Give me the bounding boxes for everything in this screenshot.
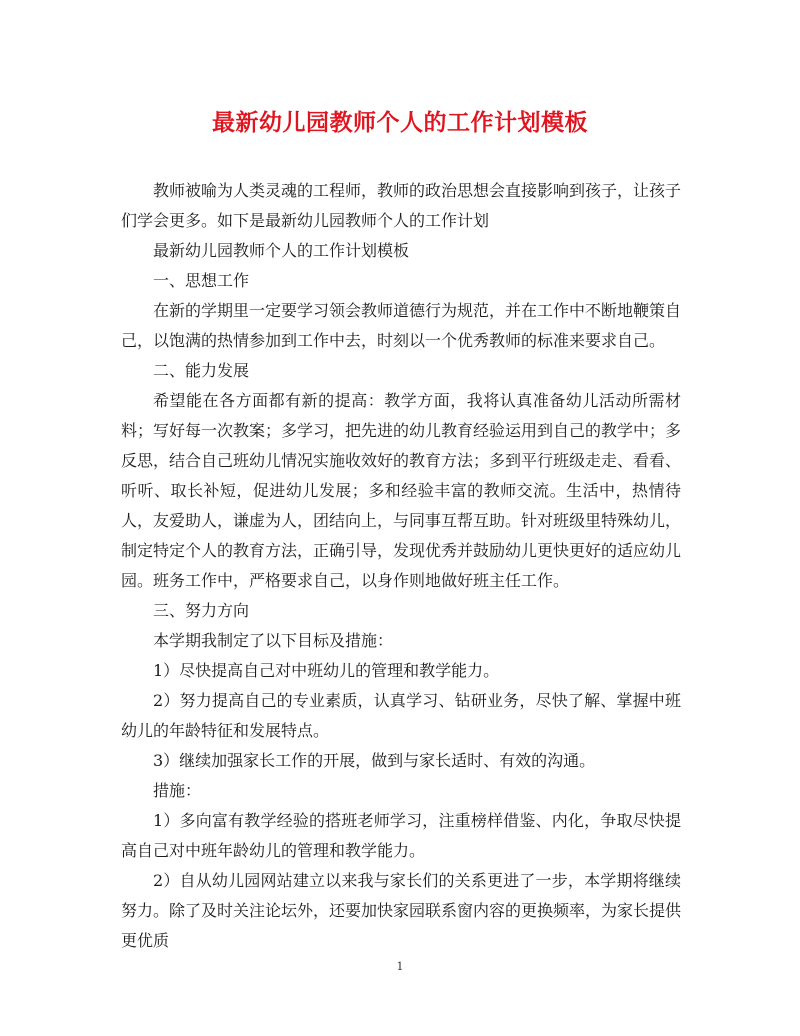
paragraph-thought-work: 在新的学期里一定要学习领会教师道德行为规范，并在工作中不断地鞭策自己，以饱满的热情参加到工作中去，时刻以一个优秀教师的标准来要求自己。	[121, 301, 682, 350]
document-title: 最新幼儿园教师个人的工作计划模板	[212, 109, 588, 136]
list-item-measure-1: 1）多向富有教学经验的搭班老师学习，注重榜样借鉴、内化，争取尽快提高自己对中班年龄幼儿的管理和教学能力。	[121, 811, 681, 860]
paragraph-goals-intro: 本学期我制定了以下目标及措施：	[153, 631, 394, 650]
paragraph-intro: 教师被喻为人类灵魂的工程师，教师的政治思想会直接影响到孩子，让孩子们学会更多。如下是最新幼儿园教师个人的工作计划	[121, 181, 682, 230]
heading-measures: 措施：	[153, 781, 202, 800]
list-item-goal-1: 1）尽快提高自己对中班幼儿的管理和教学能力。	[153, 661, 500, 680]
list-item-measure-2: 2）自从幼儿园网站建立以来我与家长们的关系更进了一步，本学期将继续努力。除了及时关注论坛外，还要加快家园联系窗内容的更换频率，为家长提供更优质	[121, 871, 682, 950]
paragraph-subtitle: 最新幼儿园教师个人的工作计划模板	[153, 241, 410, 260]
list-item-goal-2: 2）努力提高自己的专业素质，认真学习、钻研业务，尽快了解、掌握中班幼儿的年龄特征和发展特点。	[121, 691, 681, 740]
list-item-goal-3: 3）继续加强家长工作的开展，做到与家长适时、有效的沟通。	[153, 751, 596, 770]
paragraph-ability-development: 希望能在各方面都有新的提高：教学方面，我将认真准备幼儿活动所需材料；写好每一次教案；多学习，把先进的幼儿教育经验运用到自己的教学中；多反思，结合自己班幼儿情况实施收效好的教育方法；多到平行班级走走、看看、听听、取长补短，促进幼儿发展；多和经验丰富的教师交流。生活中，热情待人，友爱助人，谦虚为人，团结向上，与同事互帮互助。针对班级里特殊幼儿，制定特定个人的教育方法，正确引导，发现优秀并鼓励幼儿更快更好的适应幼儿园。班务工作中，严格要求自己，以身作则地做好班主任工作。	[121, 391, 682, 590]
document-body	[121, 176, 681, 956]
page-number: 1	[396, 960, 404, 973]
heading-thought-work: 一、思想工作	[153, 271, 250, 290]
heading-effort-direction: 三、努力方向	[153, 601, 250, 620]
heading-ability-development: 二、能力发展	[153, 361, 250, 380]
